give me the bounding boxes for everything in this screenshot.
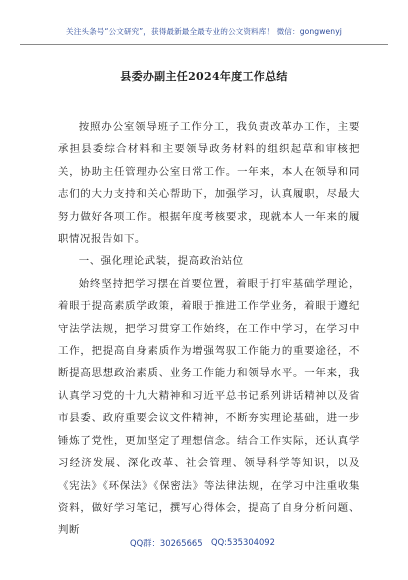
section-heading-1: 一、强化理论武装，提高政治站位	[78, 255, 244, 268]
document-body	[58, 116, 360, 542]
footer-qq-group: QQ群：30265665	[130, 538, 203, 548]
paragraph-intro: 按照办公室领导班子工作分工，我负责改革办工作，主要承担县委综合材料和主要领导政务材料的组织起草和审核把关，协助主任管理办公室日常工作。一年来，本人在领导和同志们的大力支持和关心帮助下，加强学习，认真履职，尽最大努力做好各项工作。根据年度考核要求，现就本人一年来的履职情况报告如下。	[58, 121, 360, 246]
footer-qq-number: QQ:535304092	[211, 537, 275, 547]
header-divider	[20, 44, 388, 45]
paragraph-section-1: 始终坚持把学习摆在首要位置，着眼于打牢基础学理论，着眼于提高素质学政策，着眼于推进工作学业务，着眼于遵纪守法学法规，把学习贯穿工作始终，在工作中学习，在学习中工作，把提高自身素质作为增强驾驭工作能力的重要途径，不断提高思想政治素质、业务工作能力和领导水平。一年来，我认真学习党的十九大精神和习近平总书记系列讲话精神以及省市县委、政府重要会议文件精神，不断夯实理论基础，进一步锤炼了党性，更加坚定了理想信念。结合工作实际，还认真学习经济发展、深化改革、社会管理、领导科学等知识，以及《宪法》《环保法》《保密法》等法律法规，在学习中注重收集资料，做好学习笔记，撰写心得体会，提高了自身分析问题、判断	[58, 277, 360, 537]
header-promo-text: 关注头条号“公文研究”，获得最新最全最专业的公文资料库！ 微信：gongwenyj	[66, 27, 342, 36]
document-title: 县委办副主任2024年度工作总结	[120, 70, 288, 83]
